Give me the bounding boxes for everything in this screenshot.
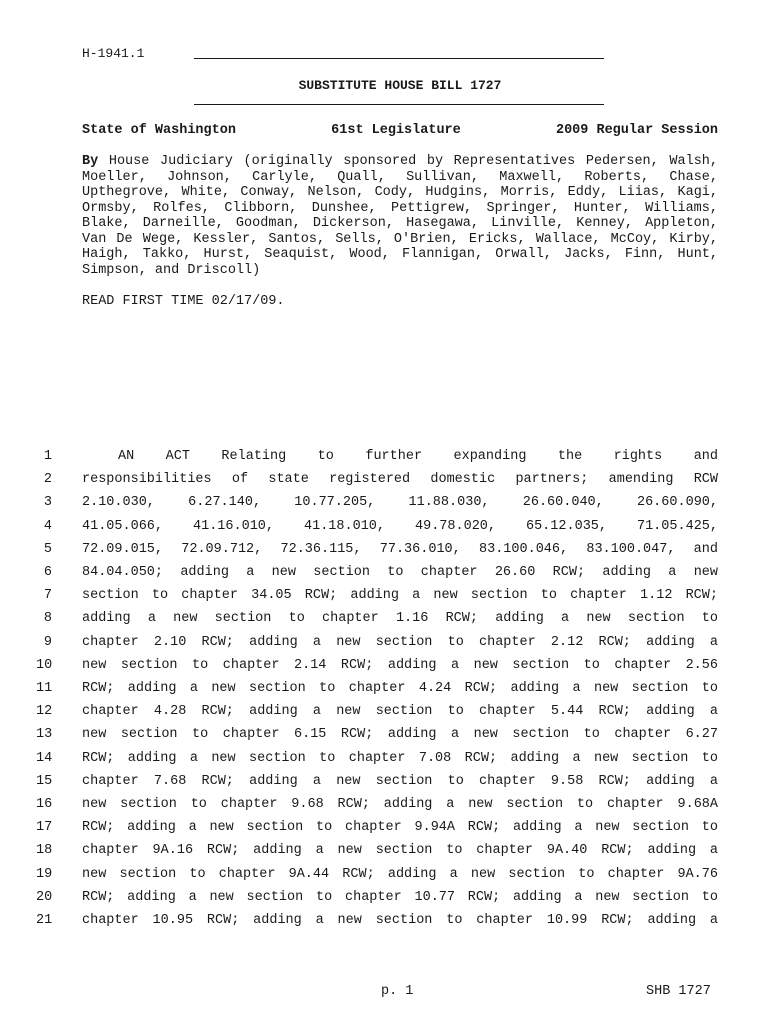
line-number: 8 <box>43 611 52 627</box>
session-name: 2009 Regular Session <box>555 123 718 138</box>
bill-text-line: new section to chapter 9A.44 RCW; adding a new section to chapter 9A.76 <box>82 866 718 882</box>
line-number: 15 <box>36 773 53 789</box>
bill-text-line: RCW; adding a new section to chapter 4.24 RCW; adding a new section to <box>82 681 718 696</box>
line-number: 11 <box>36 681 53 696</box>
line-number: 14 <box>36 750 53 766</box>
bill-text-line: chapter 4.28 RCW; adding a new section to chapter 5.44 RCW; adding a <box>82 704 718 720</box>
bill-text-line: 72.09.015, 72.09.712, 72.36.115, 77.36.010, 83.100.046, 83.100.047, and <box>82 541 718 557</box>
line-number: 16 <box>36 797 53 812</box>
bill-text-line: 84.04.050; adding a new section to chapter 26.60 RCW; adding a new <box>82 565 718 580</box>
line-number: 20 <box>36 889 53 905</box>
page-number: p. 1 <box>381 984 414 999</box>
bill-text-line: new section to chapter 2.14 RCW; adding a new section to chapter 2.56 <box>82 657 718 673</box>
bill-text-line: AN ACT Relating to further expanding the rights and <box>118 449 718 464</box>
line-number: 12 <box>36 704 53 720</box>
bill-text-line: chapter 9A.16 RCW; adding a new section to chapter 9A.40 RCW; adding a <box>82 843 718 859</box>
legislature-bar <box>82 123 718 138</box>
bill-text-line: RCW; adding a new section to chapter 7.08 RCW; adding a new section to <box>82 750 718 766</box>
line-number: 18 <box>36 843 53 859</box>
line-number: 5 <box>43 541 52 557</box>
bill-text-line: chapter 7.68 RCW; adding a new section to chapter 9.58 RCW; adding a <box>82 773 718 789</box>
bill-text-line: adding a new section to chapter 1.16 RCW; adding a new section to <box>82 611 718 627</box>
bill-text-line: RCW; adding a new section to chapter 10.77 RCW; adding a new section to <box>82 889 718 905</box>
bill-text-line: new section to chapter 6.15 RCW; adding a new section to chapter 6.27 <box>82 727 718 743</box>
header-rule-bottom <box>194 104 604 105</box>
bill-text-line: 41.05.066, 41.16.010, 41.18.010, 49.78.020, 65.12.035, 71.05.425, <box>82 518 718 534</box>
bill-text-line: 2.10.030, 6.27.140, 10.77.205, 11.88.030, 26.60.040, 26.60.090, <box>82 495 718 511</box>
bill-text-line: RCW; adding a new section to chapter 9.94A RCW; adding a new section to <box>82 820 718 836</box>
footer-bill-id: SHB 1727 <box>646 984 711 999</box>
line-number: 1 <box>43 449 52 464</box>
line-number: 4 <box>43 518 52 534</box>
line-number: 2 <box>43 472 52 488</box>
line-number: 17 <box>36 820 53 836</box>
line-number: 10 <box>36 657 53 673</box>
legislature-number: 61st Legislature <box>331 123 461 138</box>
state-name: State of Washington <box>82 123 236 138</box>
read-first-time: READ FIRST TIME 02/17/09. <box>82 294 285 309</box>
sponsors-by-label: By <box>82 154 99 169</box>
bill-text-line: chapter 10.95 RCW; adding a new section to chapter 10.99 RCW; adding a <box>82 913 718 928</box>
bill-text-line: responsibilities of state registered domestic partners; amending RCW <box>82 472 718 488</box>
bill-title: SUBSTITUTE HOUSE BILL 1727 <box>298 78 502 93</box>
bill-text-line: section to chapter 34.05 RCW; adding a new section to chapter 1.12 RCW; <box>82 588 718 604</box>
header-rule-top <box>194 58 604 59</box>
line-number: 9 <box>43 634 52 650</box>
line-number: 6 <box>43 565 52 580</box>
line-number: 7 <box>43 588 52 604</box>
line-number: 13 <box>36 727 53 743</box>
document-id: H-1941.1 <box>82 46 145 61</box>
line-number: 3 <box>43 495 52 511</box>
sponsors-text: House Judiciary (originally sponsored by Representatives Pedersen, Walsh, Moeller, Johnson, Carlyle, Quall, Sullivan, Maxwell, Roberts, Chase, Upthegrove, White, Conway, Nelson, Cody, Hudgins, Morris, Eddy, Liias, Kagi, Ormsby, Rolfes, Clibborn, Dunshee, Pettigrew, Springer, Hunter, Williams, Blake, Darneille, Goodman, Dickerson, Hasegawa, Linville, Kenney, Appleton, Van De Wege, Kessler, Santos, Sells, O'Brien, Ericks, Wallace, McCoy, Kirby, Haigh, Takko, Hurst, Seaquist, Wood, Flannigan, Orwall, Jacks, Finn, Hunt, Simpson, and Driscoll) <box>82 154 718 278</box>
bill-text-line: new section to chapter 9.68 RCW; adding a new section to chapter 9.68A <box>82 797 718 812</box>
sponsors-paragraph <box>82 154 718 278</box>
line-number: 19 <box>36 866 53 882</box>
line-number: 21 <box>36 913 53 928</box>
bill-text-line: chapter 2.10 RCW; adding a new section to chapter 2.12 RCW; adding a <box>82 634 718 650</box>
